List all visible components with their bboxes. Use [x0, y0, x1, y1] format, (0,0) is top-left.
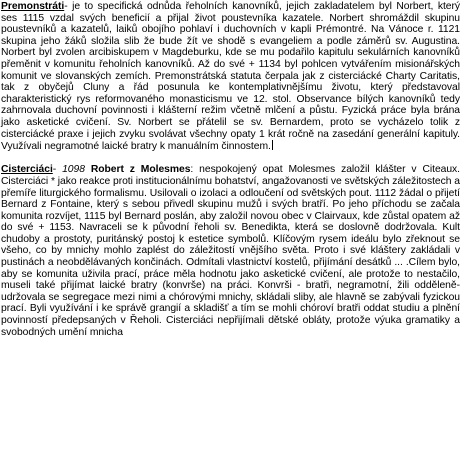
paragraph-premonstrati-text: - je to specifická odnůda řeholních kanovníků, jejich zakladatelem byl Norbert, který ses 1115 vzdal svých beneficií a přijal život poustevníka kazatele. Norbert shromáždil skupinu poustevníků a kazatelů, laiků obojího pohlaví i duchovních v kapli Prémontré. Na Vánoce r. 1121 skupina jeho žáků složila slib že bude žít ve shodě s evangeliem a podle záměrů sv. Augustina. Norbert byl zvolen arcibiskupem v Magdeburku, kde se mu podařilo kapitulu sekulárních kanovníků přeměnit v komunitu řeholních kanovníků. Až do své + 1134 byl pohlcen vytvářením misionářských komunit ve slovanských zemích. Premonstrátská statuta čerpala jak z cisterciácké Charty Caritatis, tak z obyčejů Cluny a řád posunula ke kontemplativnějšímu životu, který představoval charakteristický rys reformovaného monasticismu ve 12. stol. Observance bílých kanovníků tedy zahrnovala duchovní povinnosti i klášterní režim včetně mlčení a půstu. Fyzická práce byla brána jako asketické cvičení. Sv. Norbert se přátelil se sv. Bernardem, proto se vycházelo tolik z cisterciácké praxe i jejich zvyku svolávat všechny opaty 1 krát ročně na zasedání generální kapituly. Využívali negramotné laické bratry k manuálním činnostem. — [1, 1, 460, 153]
term-premonstrati: Premonstráti — [1, 1, 65, 12]
founder-name: Robert z Molesmes — [90, 164, 191, 176]
paragraph-premonstrati — [1, 1, 460, 153]
paragraph-cisterciaci-text: : nespokojený opat Molesmes založil klášter v Citeaux. Cisterciáci * jako reakce proti institucionálnímu bohatství, angažovanosti ve světských záležitostech a přemíře liturgického formalismu. Usilovali o izolaci a odloučení od světských pout. 1112 žádal o přijetí Bernard z Fontaine, který s sebou přivedl skupinu mužů i svých bratří. Po jeho příchodu se začala komunita rozvíjet, 1115 byl Bernard poslán, aby založil novou obec v Clairvaux, kde zůstal opatem až do své + 1153. Navraceli se k původní řeholi sv. Benedikta, která se doslovně dodržovala. Kult chudoby a prostoty, puritánský postoj k estetice symbolů. Klíčovým rysem ideálu bylo zřeknout se všeho, co by mnichy mohlo zaplést do záležitostí vnějšího světa. Proto i své kláštery zakládali v pustinách a neobdělávaných končinách. Odmítali vlastnictví kostelů, přijímání desátků ... .Cílem bylo, aby se komunita uživila prací, práce měla hodnotu jako asketické cvičení, ale protože to nestačilo, museli také přijímat laické bratry (konvrše) na práci. Konvrši - bratři, negramotní, žili odděleně- udržovala se segregace mezi nimi a chórovými mnichy, skládali sliby, ale hlavně se zabývali fyzickou prací. Byli využívání i ke správě grangií a skladišť a tím se mohli chóroví bratři oddat studiu a plnění povinností předepsaných v Řeholi. Cisterciáci nepřijímali dětské obláty, protože výuka gramatiky a svobodných umění mnicha — [1, 164, 461, 338]
document-body — [1, 1, 460, 338]
term-dash: - — [52, 164, 63, 176]
founding-year: 1098 — [62, 164, 85, 176]
term-cisterciaci: Cisterciáci — [1, 164, 53, 176]
text-cursor — [272, 140, 273, 150]
paragraph-cisterciaci — [1, 164, 460, 338]
